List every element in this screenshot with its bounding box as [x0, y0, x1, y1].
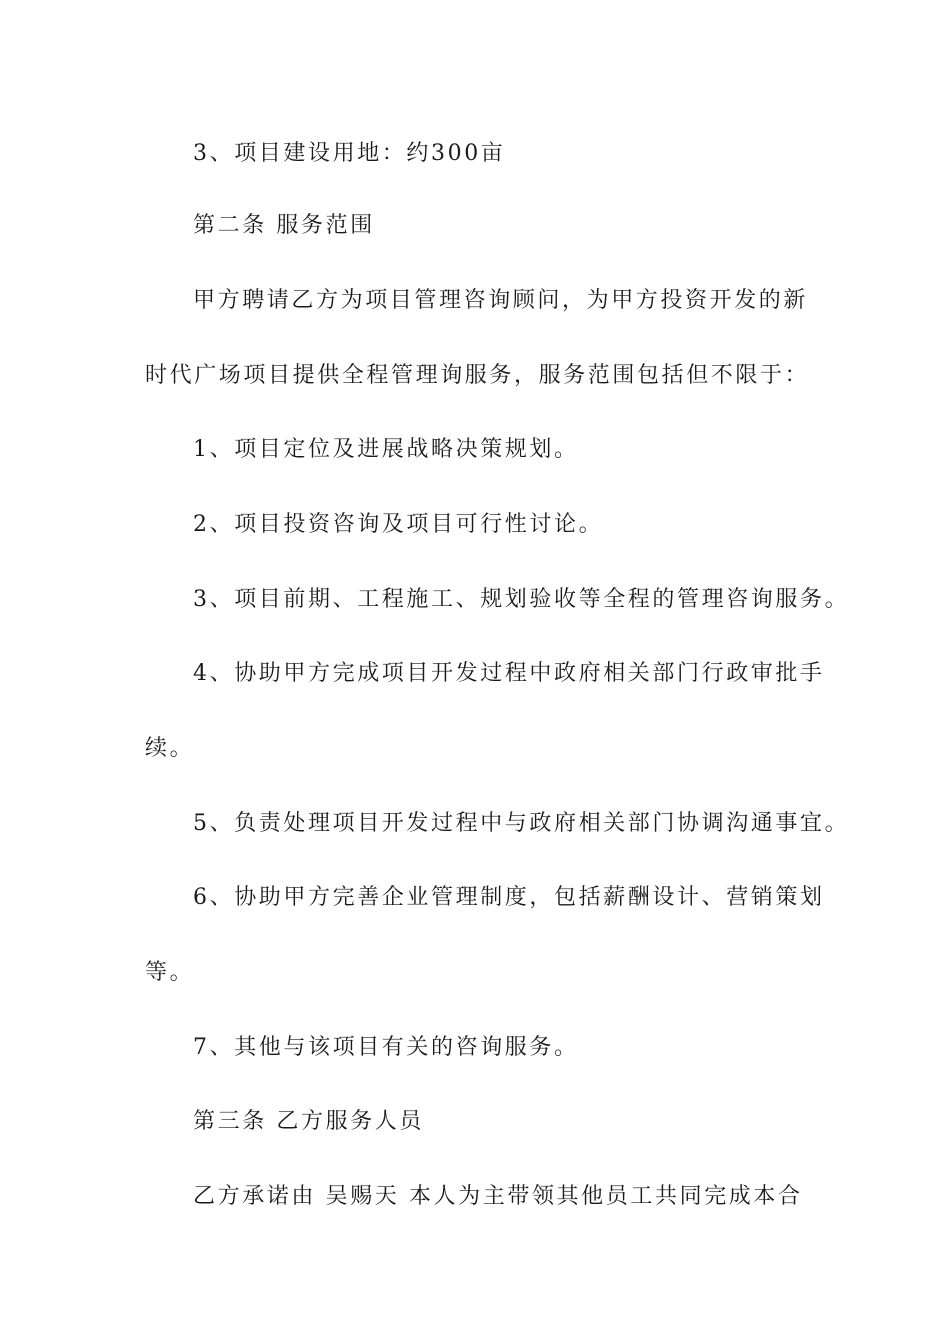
list-item: 2、项目投资咨询及项目可行性讨论。: [193, 512, 604, 537]
article-3-heading: 第三条 乙方服务人员: [193, 1109, 424, 1134]
item-land-use: 3、项目建设用地：约300亩: [193, 141, 506, 166]
list-item-continuation: 等。: [145, 960, 195, 985]
article-2-heading: 第二条 服务范围: [193, 213, 375, 238]
list-item: 1、项目定位及进展战略决策规划。: [193, 437, 579, 462]
list-item: 5、负责处理项目开发过程中与政府相关部门协调沟通事宜。: [193, 811, 850, 836]
paragraph-line: 时代广场项目提供全程管理询服务，服务范围包括但不限于：: [145, 363, 810, 388]
list-item: 4、协助甲方完成项目开发过程中政府相关部门行政审批手: [193, 661, 825, 686]
list-item: 3、项目前期、工程施工、规划验收等全程的管理咨询服务。: [193, 587, 850, 612]
list-item-continuation: 续。: [145, 736, 195, 761]
paragraph-line: 乙方承诺由 吴赐天 本人为主带领其他员工共同完成本合: [193, 1184, 803, 1209]
list-item: 6、协助甲方完善企业管理制度，包括薪酬设计、营销策划: [193, 885, 825, 910]
paragraph-line: 甲方聘请乙方为项目管理咨询顾问，为甲方投资开发的新: [193, 288, 809, 313]
list-item: 7、其他与该项目有关的咨询服务。: [193, 1035, 579, 1060]
